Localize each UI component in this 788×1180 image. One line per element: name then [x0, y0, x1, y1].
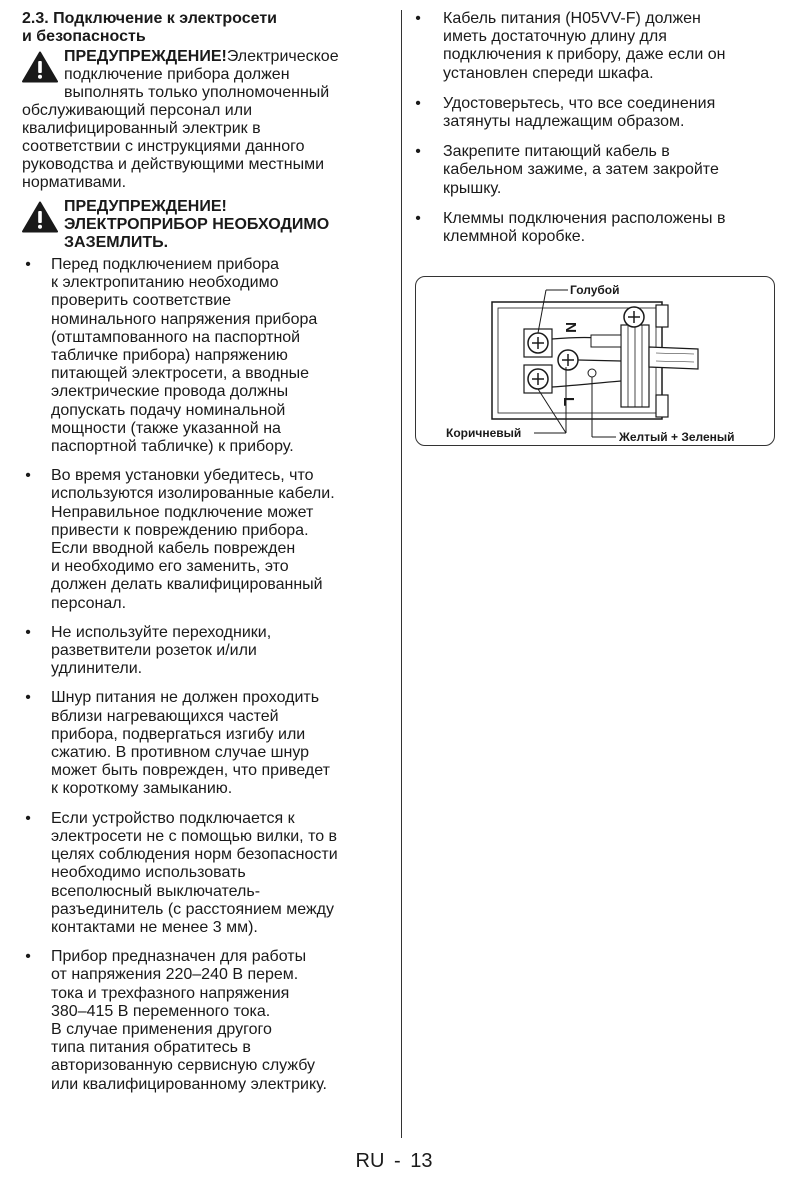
bullet-icon: •	[415, 209, 421, 227]
list-item: • Перед подключением прибора к электропитанию необходимо проверить соответствие номинального напряжения прибора (отштампованного на паспортной табличке прибора) напряжению питающей электросети, а вводные электрические провода должны допускать подачу номинальной мощности (также указанной на паспортной табличке) к прибору.	[22, 256, 394, 456]
label-brown: Коричневый	[446, 426, 522, 440]
label-blue: Голубой	[570, 283, 620, 297]
list-item: • Не используйте переходники, разветвители розеток и/или удлинители.	[22, 624, 394, 679]
terminal-l-label: L	[560, 397, 577, 407]
warning-triangle-icon	[22, 201, 58, 233]
bullet-icon: •	[25, 256, 31, 273]
warning-block-1: ПРЕДУПРЕЖДЕНИЕ!Электрическое подключение прибора должен выполнять только уполномоченный обслуживающий персонал или квалифицированный электрик в соответствии с инструкциями данного руководства и действующими местными нормативами.	[22, 48, 339, 191]
bullet-icon: •	[415, 143, 421, 161]
bullet-icon: •	[415, 10, 421, 27]
left-column	[22, 10, 394, 1094]
warning-block-2: ПРЕДУПРЕЖДЕНИЕ! ЭЛЕКТРОПРИБОР НЕОБХОДИМО ЗАЗЕМЛИТЬ.	[22, 198, 394, 252]
column-divider	[401, 10, 402, 1138]
terminal-block-drawing	[416, 277, 776, 447]
label-yellow-green: Желтый + Зеленый	[619, 430, 735, 444]
bullet-icon: •	[25, 948, 31, 966]
right-bullet-list	[412, 10, 778, 246]
warning-triangle-icon	[22, 51, 58, 83]
list-item: • Клеммы подключения расположены в клеммной коробке.	[412, 210, 778, 246]
wiring-diagram	[415, 276, 775, 446]
page-footer	[0, 1150, 788, 1173]
left-bullet-list	[22, 256, 394, 1094]
footer-lang: RU	[355, 1150, 385, 1172]
bullet-icon: •	[25, 467, 31, 485]
bullet-icon: •	[25, 623, 31, 641]
footer-sep: -	[393, 1150, 401, 1172]
list-item: • Удостоверьтесь, что все соединения затянуты надлежащим образом.	[412, 95, 778, 131]
list-item: • Если устройство подключается к электросети не с помощью вилки, то в целях соблюдения норм безопасности необходимо использовать всеполюсный выключатель- разъединитель (с расстоянием между контактами не менее 3 мм).	[22, 810, 394, 937]
section-title: 2.3. Подключение к электросети и безопасность	[22, 10, 277, 45]
warning1-head: ПРЕДУПРЕЖДЕНИЕ!	[64, 48, 227, 65]
list-item: • Кабель питания (H05VV-F) должен иметь достаточную длину для подключения к прибору, даже если он установлен спереди шкафа.	[412, 10, 778, 83]
list-item: • Шнур питания не должен проходить вблизи нагревающихся частей прибора, подвергаться изгибу или сжатию. В противном случае шнур может быть поврежден, что приведет к короткому замыканию.	[22, 689, 394, 798]
page-number: 13	[410, 1150, 433, 1172]
bullet-icon: •	[25, 809, 31, 827]
terminal-n-label: N	[562, 322, 579, 333]
list-item: • Во время установки убедитесь, что используются изолированные кабели. Неправильное подключение может привести к повреждению прибора. Если вводной кабель поврежден и необходимо его заменить, это должен делать квалифицированный персонал.	[22, 467, 394, 613]
power-cable	[649, 347, 698, 369]
bullet-icon: •	[415, 94, 421, 112]
list-item: • Прибор предназначен для работы от напряжения 220–240 В перем. тока и трехфазного напряжения 380–415 В переменного тока. В случае применения другого типа питания обратитесь в авторизованную сервисную службу или квалифицированному электрику.	[22, 948, 394, 1094]
list-item: • Закрепите питающий кабель в кабельном зажиме, а затем закройте крышку.	[412, 143, 778, 198]
bullet-icon: •	[25, 689, 31, 707]
right-column	[412, 10, 778, 246]
